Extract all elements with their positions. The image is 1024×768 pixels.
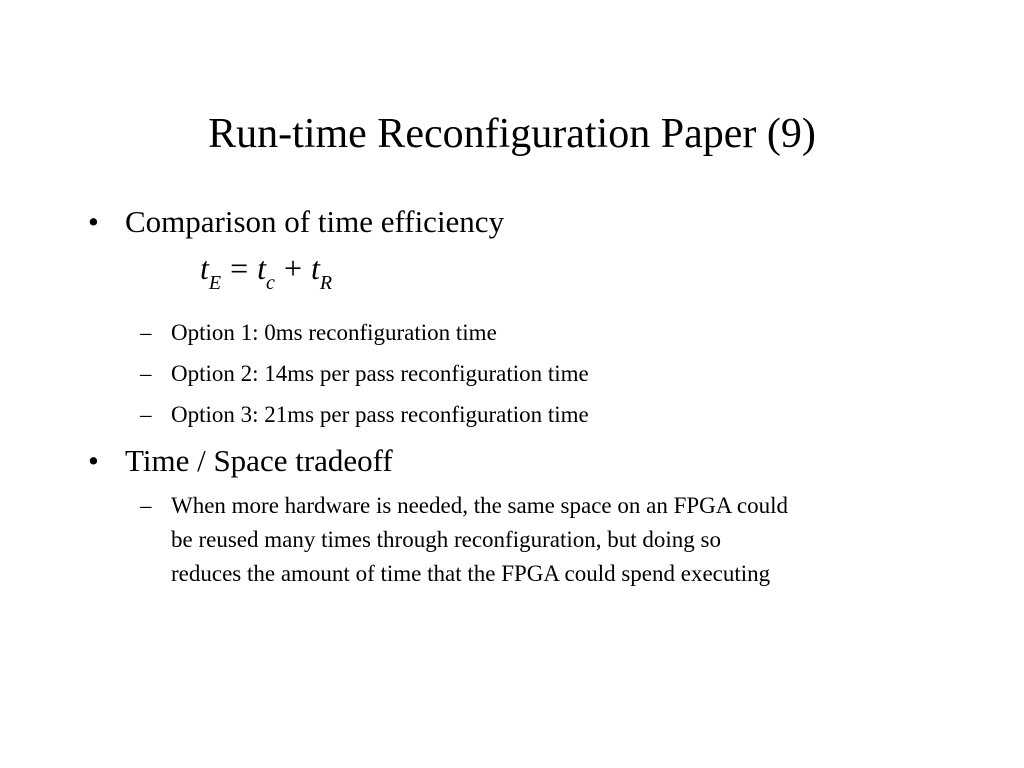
equation-lhs-var: t [200,250,209,286]
equation-equals: = [230,250,249,286]
bullet-text: Comparison of time efficiency [125,204,505,239]
bullet-mark: • [88,443,99,478]
sub-bullet-text: Option 1: 0ms reconfiguration time [171,320,497,345]
sub-bullet-text: Option 3: 21ms per pass reconfiguration time [171,402,589,427]
equation-term2-sub: R [319,272,333,294]
equation-lhs-sub: E [208,272,222,294]
bullet-mark: • [88,204,99,239]
sub-bullet-mark: – [140,361,152,386]
equation-plus: + [283,250,302,286]
bullet-text: Time / Space tradeoff [125,443,393,478]
sub-bullet-text: Option 2: 14ms per pass reconfiguration time [171,361,589,386]
paragraph-line: When more hardware is needed, the same space on an FPGA could [171,493,788,518]
equation-term1-var: t [257,250,267,286]
equation-term1-sub: c [266,272,275,294]
paragraph-line: be reused many times through reconfiguration, but doing so [171,527,721,552]
slide-title: Run-time Reconfiguration Paper (9) [208,111,816,157]
sub-bullet-paragraph [171,489,951,591]
time-efficiency-equation [200,248,332,298]
equation-term2-var: t [310,250,320,286]
paragraph-line: reduces the amount of time that the FPGA could spend executing [171,561,771,586]
sub-bullet-mark: – [140,493,152,518]
sub-bullet-mark: – [140,402,152,427]
sub-bullet-mark: – [140,320,152,345]
